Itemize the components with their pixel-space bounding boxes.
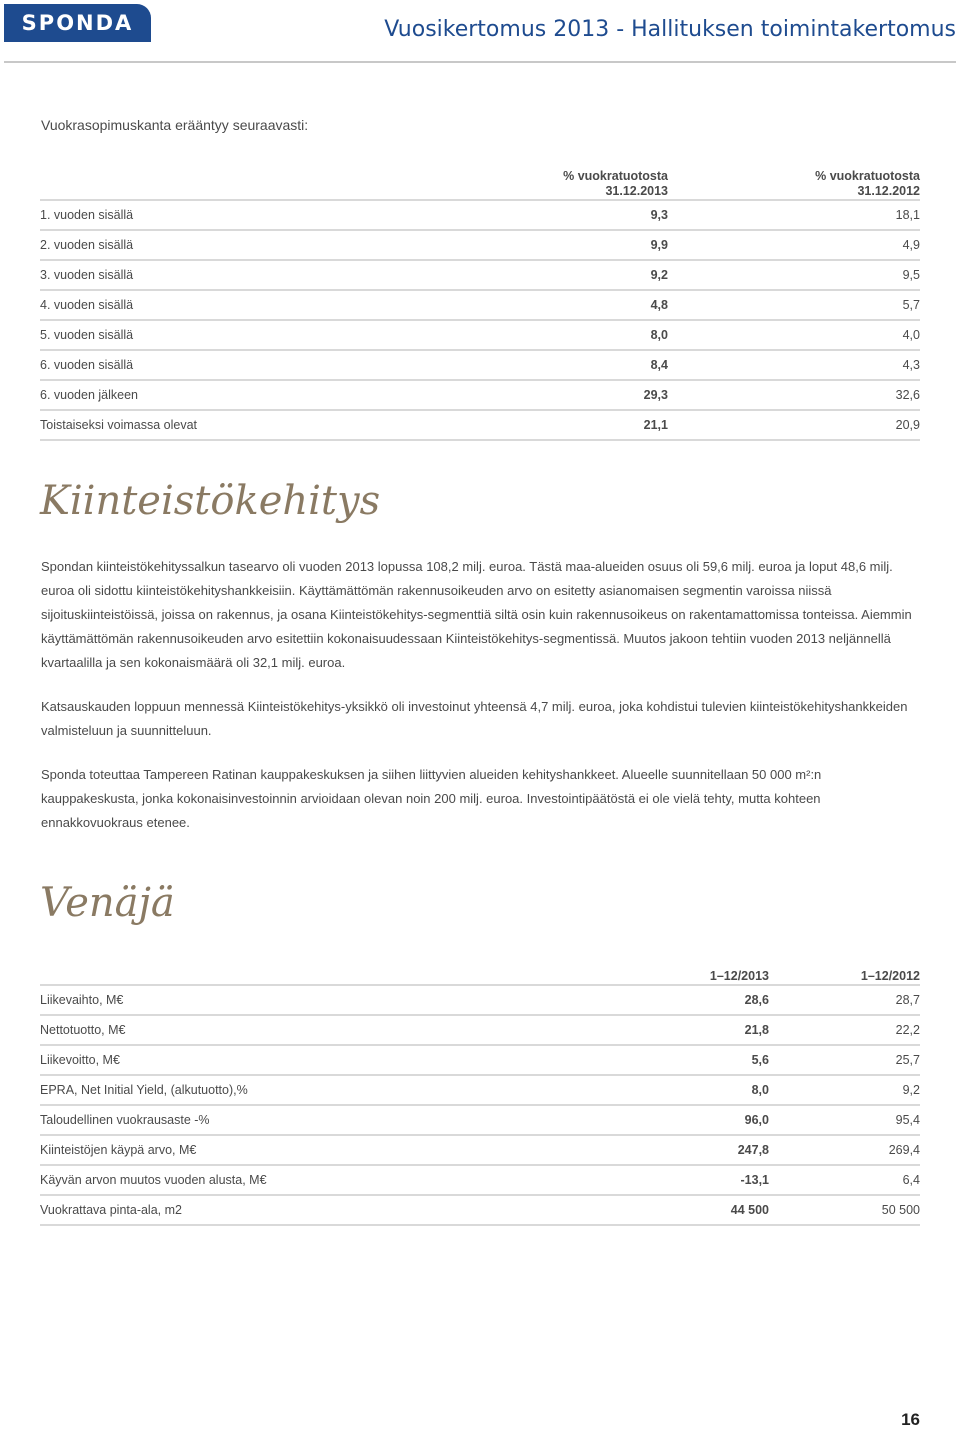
row-label: Vuokrattava pinta-ala, m2	[40, 1195, 560, 1225]
header-2013: 1–12/2013	[709, 969, 769, 983]
row-value-previous: 9,5	[668, 260, 920, 290]
header-2013-line1: % vuokratuotosta	[563, 169, 668, 183]
row-value-current: 8,0	[480, 320, 668, 350]
row-label: Liikevaihto, M€	[40, 985, 560, 1015]
header-divider	[4, 61, 956, 63]
row-label: 5. vuoden sisällä	[40, 320, 480, 350]
table-row	[40, 200, 920, 230]
row-value-current: 29,3	[480, 380, 668, 410]
table-row	[40, 985, 920, 1015]
row-value-previous: 25,7	[769, 1045, 920, 1075]
row-value-current: 28,6	[560, 985, 769, 1015]
table-row	[40, 350, 920, 380]
row-label: Käyvän arvon muutos vuoden alusta, M€	[40, 1165, 560, 1195]
row-label: Nettotuotto, M€	[40, 1015, 560, 1045]
sponda-logo: SPONDA	[4, 4, 151, 42]
table-row	[40, 1075, 920, 1105]
row-value-previous: 9,2	[769, 1075, 920, 1105]
table-row	[40, 290, 920, 320]
development-paragraph-3: Sponda toteuttaa Tampereen Ratinan kauppakeskuksen ja siihen liittyvien alueiden kehityshankkeet. Alueelle suunnitellaan 50 000 m²:n kauppakeskusta, jonka kokonaisinvestoinnin arvioidaan olevan noin 200 milj. euroa. Investointipäätöstä ei ole vielä tehty, mutta kohteen ennakkovuokraus etenee.	[41, 767, 822, 830]
table-row	[40, 380, 920, 410]
lease-intro-text: Vuokrasopimuskanta erääntyy seuraavasti:	[41, 117, 309, 133]
row-value-previous: 6,4	[769, 1165, 920, 1195]
row-value-previous: 4,3	[668, 350, 920, 380]
table-row	[40, 1015, 920, 1045]
header-2012-line1: % vuokratuotosta	[815, 169, 920, 183]
row-value-current: 247,8	[560, 1135, 769, 1165]
development-paragraph-1: Spondan kiinteistökehityssalkun tasearvo oli vuoden 2013 lopussa 108,2 milj. euroa. Tästä maa-alueiden osuus oli 59,6 milj. euroa ja loput 48,6 milj. euroa oli sidottu kiinteistökehityshankkeisiin. Käyttämättömän rakennusoikeuden arvo on esitetty asianomaisen segmentin varoissa niissä sijoituskiinteistöissä, joissa on rakennus, ja osana Kiinteistökehitys-segmenttiä siltä osin kuin rakennusoikeus on rakentamattomissa tonteissa. Aiemmin käyttämättömän rakennusoikeuden arvo esitettiin kokonaisuudessaan Kiinteistökehitys-segmentissä. Muutos jakoon tehtiin vuoden 2013 neljännellä kvartaalilla ja sen kokonaismäärä oli 32,1 milj. euroa.	[41, 559, 912, 670]
row-value-current: 44 500	[560, 1195, 769, 1225]
table-row	[40, 410, 920, 440]
row-label: 6. vuoden jälkeen	[40, 380, 480, 410]
row-value-previous: 22,2	[769, 1015, 920, 1045]
row-label: Toistaiseksi voimassa olevat	[40, 410, 480, 440]
lease-expiry-table	[40, 163, 920, 441]
row-label: Taloudellinen vuokrausaste -%	[40, 1105, 560, 1135]
header-2013-line2: 31.12.2013	[605, 184, 668, 198]
row-value-current: 21,1	[480, 410, 668, 440]
table-row	[40, 1195, 920, 1225]
table-row	[40, 1135, 920, 1165]
row-value-previous: 50 500	[769, 1195, 920, 1225]
table-row	[40, 1105, 920, 1135]
row-label: 4. vuoden sisällä	[40, 290, 480, 320]
header-empty	[40, 956, 560, 985]
row-value-current: 9,2	[480, 260, 668, 290]
table-row	[40, 1165, 920, 1195]
header-empty	[40, 163, 480, 200]
row-value-current: 96,0	[560, 1105, 769, 1135]
section-title-venaja: Venäjä	[40, 880, 175, 926]
row-value-previous: 4,0	[668, 320, 920, 350]
header-2012-line2: 31.12.2012	[857, 184, 920, 198]
header-2013	[480, 163, 668, 200]
row-label: 1. vuoden sisällä	[40, 200, 480, 230]
row-label: 2. vuoden sisällä	[40, 230, 480, 260]
header-2012	[668, 163, 920, 200]
row-value-previous: 269,4	[769, 1135, 920, 1165]
row-value-previous: 5,7	[668, 290, 920, 320]
row-label: EPRA, Net Initial Yield, (alkutuotto),%	[40, 1075, 560, 1105]
page-header	[0, 0, 960, 64]
row-value-previous: 28,7	[769, 985, 920, 1015]
page-number: 16	[901, 1410, 920, 1429]
russia-key-figures-table	[40, 956, 920, 1226]
row-value-previous: 4,9	[668, 230, 920, 260]
row-value-current: 9,3	[480, 200, 668, 230]
row-value-previous: 20,9	[668, 410, 920, 440]
row-value-current: 8,0	[560, 1075, 769, 1105]
table-row	[40, 230, 920, 260]
header-2012: 1–12/2012	[860, 969, 920, 983]
table-header-row	[40, 163, 920, 200]
table-header-row	[40, 956, 920, 985]
row-label: 3. vuoden sisällä	[40, 260, 480, 290]
row-label: 6. vuoden sisällä	[40, 350, 480, 380]
row-value-current: 5,6	[560, 1045, 769, 1075]
document-title: Vuosikertomus 2013 - Hallituksen toimintakertomus	[384, 17, 956, 42]
section-title-kiinteistokehitys: Kiinteistökehitys	[40, 478, 381, 524]
row-value-previous: 95,4	[769, 1105, 920, 1135]
row-label: Kiinteistöjen käypä arvo, M€	[40, 1135, 560, 1165]
table-row	[40, 1045, 920, 1075]
table-row	[40, 260, 920, 290]
row-value-previous: 18,1	[668, 200, 920, 230]
row-value-previous: 32,6	[668, 380, 920, 410]
development-paragraph-2: Katsauskauden loppuun mennessä Kiinteistökehitys-yksikkö oli investoinut yhteensä 4,7 milj. euroa, joka kohdistui tulevien kiinteistökehityshankkeiden valmisteluun ja suunnitteluun.	[41, 699, 908, 738]
row-label: Liikevoitto, M€	[40, 1045, 560, 1075]
table-row	[40, 320, 920, 350]
row-value-current: 9,9	[480, 230, 668, 260]
row-value-current: 8,4	[480, 350, 668, 380]
row-value-current: -13,1	[560, 1165, 769, 1195]
row-value-current: 4,8	[480, 290, 668, 320]
row-value-current: 21,8	[560, 1015, 769, 1045]
